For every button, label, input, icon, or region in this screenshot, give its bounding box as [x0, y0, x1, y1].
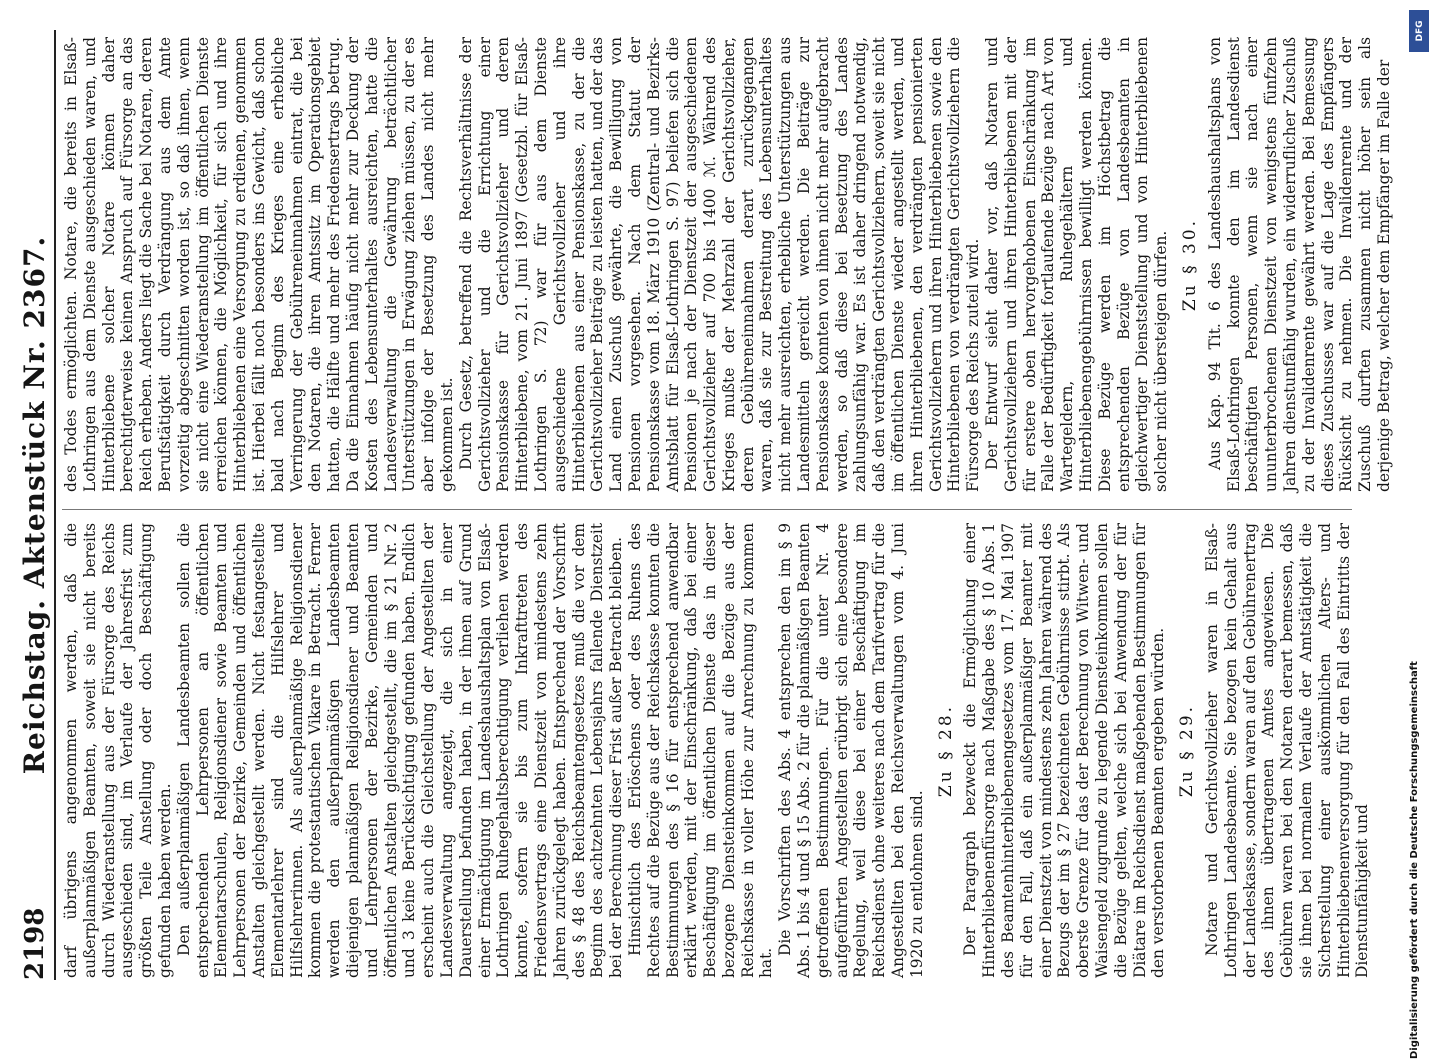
section-heading: Zu § 28. [935, 703, 956, 798]
paragraph: Hinsichtlich des Erlöschens oder des Ruhens des Rechtes auf die Bezüge aus der Reichskasse konnten die Bestimmungen des § 16 für entsprechend anwendbar erklärt werden, mit der Einschränkung, daß bei einer Beschäftigung im öffentlichen Dienste das in dieser bezogene Diensteinkommen auf die Bezüge aus der Reichskasse in voller Höhe zur Anrechnung zu kommen hat. [625, 523, 776, 978]
right-column [62, 37, 1394, 492]
section-heading: Zu § 30. [1180, 217, 1201, 312]
page-header [18, 30, 56, 980]
dfg-logo [1409, 10, 1429, 52]
paragraph: Aus Kap. 94 Tit. 6 des Landeshaushaltsplans von Elsaß-Lothringen konnte den im Landesdienst beschäftigten Personen, wenn sie nach einer ununterbrochenen Dienstzeit von wenigstens fünfzehn Jahren dienstunfähig wurden, ein widerruflicher Zuschuß zu der Invalidenrente gewährt werden. Bei Bemessung dieses Zuschusses war auf die Lage des Empfängers Rücksicht zu nehmen. Die Invalidenrente und der Zuschuß durften zusammen nicht höher sein als derjenige Betrag, welcher dem Empfänger im Falle der [1205, 37, 1393, 492]
column-divider [62, 509, 1352, 510]
paragraph: Notare und Gerichtsvollzieher waren in Elsaß-Lothringen Landesbeamte. Sie bezogen kein Gehalt aus der Landeskasse, sondern waren auf den Gebührenertrag des ihnen übertragenen Amtes angewiesen. Die Gebühren waren bei den Notaren derart bemessen, daß sie ihnen bei normalem Verlaufe der Amtstätigkeit die Sicherstellung einer auskömmlichen Alters- und Hinterbliebenenversorgung für den Fall des Eintritts der Dienstunfähigkeit und [1203, 523, 1372, 978]
funding-credit: Digitalisierung gefördert durch die Deutsche Forschungsgemeinschaft [1409, 661, 1420, 1059]
paragraph: Der Paragraph bezweckt die Ermöglichung einer Hinterbliebenenfürsorge nach Maßgabe des § 10 Abs. 1 des Beamtenhinterbliebenengesetzes vom 17. Mai 1907 für den Fall, daß ein außerplanmäßiger Beamter mit einer Dienstzeit von mindestens zehn Jahren während des Bezugs der im § 27 bezeichneten Gebührnisse stirbt. Als oberste Grenze für das der Berechnung von Witwen- und Waisengeld zugrunde zu legende Diensteinkommen sollen die Bezüge gelten, welche sich bei Anwendung der für Diätare im Reichsdienst maßgebenden Bestimmungen für den verstorbenen Beamten ergeben würden. [961, 523, 1168, 978]
left-column [62, 523, 1372, 978]
paragraph: Durch Gesetz, betreffend die Rechtsverhältnisse der Gerichtsvollzieher und die Errichtung einer Pensionskasse für Gerichtsvollzieher und deren Hinterbliebene, vom 21. Juni 1897 (Gesetzbl. für Elsaß-Lothringen S. 72) war für aus dem Dienste ausgeschiedene Gerichtsvollzieher und ihre Hinterbliebenen aus einer Pensionskasse, zu der die Gerichtsvollzieher Beiträge zu leisten hatten, und der das Land einen Zuschuß gewährte, die Bewilligung von Pensionen vorgesehen. Nach dem Statut der Pensionskasse vom 18. März 1910 (Zentral- und Bezirks-Amtsblatt für Elsaß-Lothringen S. 97) beliefen sich die Pensionen je nach der Dienstzeit der ausgeschiedenen Gerichtsvollzieher auf 700 bis 1400 ℳ. Während des Krieges mußte der Mehrzahl der Gerichtsvollzieher, deren Gebühreneinnahmen derart zurückgegangen waren, daß sie zur Bestreitung des Lebensunterhaltes nicht mehr ausreichten, erhebliche Unterstützungen aus Landesmitteln gereicht werden. Die Beiträge zur Pensionskasse konnten von ihnen nicht mehr aufgebracht werden, so daß diese bei Besetzung des Landes zahlungsunfähig war. Es ist daher dringend notwendig, daß den verdrängten Gerichtsvollziehern, soweit sie nicht im öffentlichen Dienste wieder angestellt werden, und ihren Hinterbliebenen, den verdrängten pensionierten Gerichtsvollziehern und ihren Hinterbliebenen sowie den Hinterbliebenen von verdrängten Gerichtsvollziehern die Fürsorge des Reichs zuteil wird. [456, 37, 983, 492]
paragraph: des Todes ermöglichten. Notare, die bereits in Elsaß-Lothringen aus dem Dienste ausgeschieden waren, und Hinterbliebene solcher Notare können daher berechtigterweise keinen Anspruch auf Fürsorge an das Reich erheben. Anders liegt die Sache bei Notaren, deren Berufstätigkeit durch Verdrängung aus dem Amte vorzeitig abgeschnitten worden ist, so daß ihnen, wenn sie nicht eine Wiederanstellung im öffentlichen Dienste erreichen können, die Möglichkeit, für sich und ihre Hinterbliebenen eine Versorgung zu erdienen, genommen ist. Hierbei fällt noch besonders ins Gewicht, daß schon bald nach Beginn des Krieges eine erhebliche Verringerung der Gebühreneinnahmen eintrat, die bei den Notaren, die ihren Amtssitz im Operationsgebiet hatten, die Hälfte und mehr des Friedensertrags betrug. Da die Einnahmen häufig nicht mehr zur Deckung der Kosten des Lebensunterhaltes ausreichten, hatte die Landesverwaltung die Gewährung beträchtlicher Unterstützungen in Erwägung ziehen müssen, zu der es aber infolge der Besetzung des Landes nicht mehr gekommen ist. [62, 37, 456, 492]
digitization-sidebar [1408, 10, 1430, 1059]
paragraph: Den außerplanmäßigen Landesbeamten sollen die entsprechenden Lehrpersonen an öffentlichen Elementarschulen, Religionsdiener sowie Beamten und Lehrpersonen der Bezirke, Gemeinden und öffentlichen Anstalten gleichgestellt werden. Nicht festangestellte Elementarlehrer sind die Hilfslehrer und Hilfslehrerinnen. Als außerplanmäßige Religionsdiener kommen die protestantischen Vikare in Betracht. Ferner werden den außerplanmäßigen Landesbeamten diejenigen planmäßigen Religionsdiener und Beamten und Lehrpersonen der Bezirke, Gemeinden und öffentlichen Anstalten gleichgestellt, die im § 21 Nr. 2 und 3 keine Berücksichtigung gefunden haben. Endlich erscheint auch die Gleichstellung der Angestellten der Landesverwaltung angezeigt, die sich in einer Dauerstellung befunden haben, in der ihnen auf Grund einer Ermächtigung im Landeshaushaltsplan von Elsaß-Lothringen Ruhegehaltsberechtigung verliehen werden konnte, sofern sie bis zum Inkrafttreten des Friedensvertrags eine Dienstzeit von mindestens zehn Jahren zurückgelegt haben. Entsprechend der Vorschrift des § 48 des Reichsbeamtengesetzes muß die vor dem Beginn des achtzehnten Lebensjahrs fallende Dienstzeit bei der Berechnung dieser Frist außer Betracht bleiben. [174, 523, 626, 978]
paragraph: darf übrigens angenommen werden, daß die außerplanmäßigen Beamten, soweit sie nicht bereits durch Wiederanstellung aus der Fürsorge des Reichs ausgeschieden sind, im Verlaufe der Jahresfrist zum größten Teile Anstellung oder doch Beschäftigung gefunden haben werden. [62, 523, 174, 978]
paragraph: Der Entwurf sieht daher vor, daß Notaren und Gerichtsvollziehern und ihren Hinterbliebenen mit der für erstere oben hervorgehobenen Einschränkung im Falle der Bedürftigkeit fortlaufende Bezüge nach Art von Wartegeldern, Ruhegehältern und Hinterbliebenengebührnissen bewilligt werden können. Diese Bezüge werden im Höchstbetrag die entsprechenden Bezüge von Landesbeamten in gleichwertiger Dienststellung und von Hinterbliebenen solcher nicht übersteigen dürfen. [983, 37, 1171, 492]
section-heading: Zu § 29. [1177, 703, 1198, 798]
dfg-logo-text: DFG [1415, 20, 1425, 42]
page-title: Reichstag. Aktenstück Nr. 2367. [18, 235, 51, 775]
paragraph: Die Vorschriften des Abs. 4 entsprechen den im § 9 Abs. 1 bis 4 und § 15 Abs. 2 für die planmäßigen Beamten getroffenen Bestimmungen. Für die unter Nr. 4 aufgeführten Angestellten erübrigt sich eine besondere Regelung, weil diese bei einer Beschäftigung im Reichsdienst ohne weiteres nach dem Tarifvertrag für die Angestellten bei den Reichsverwaltungen vom 4. Juni 1920 zu entlohnen sind. [776, 523, 926, 978]
page-number: 2198 [20, 907, 50, 980]
